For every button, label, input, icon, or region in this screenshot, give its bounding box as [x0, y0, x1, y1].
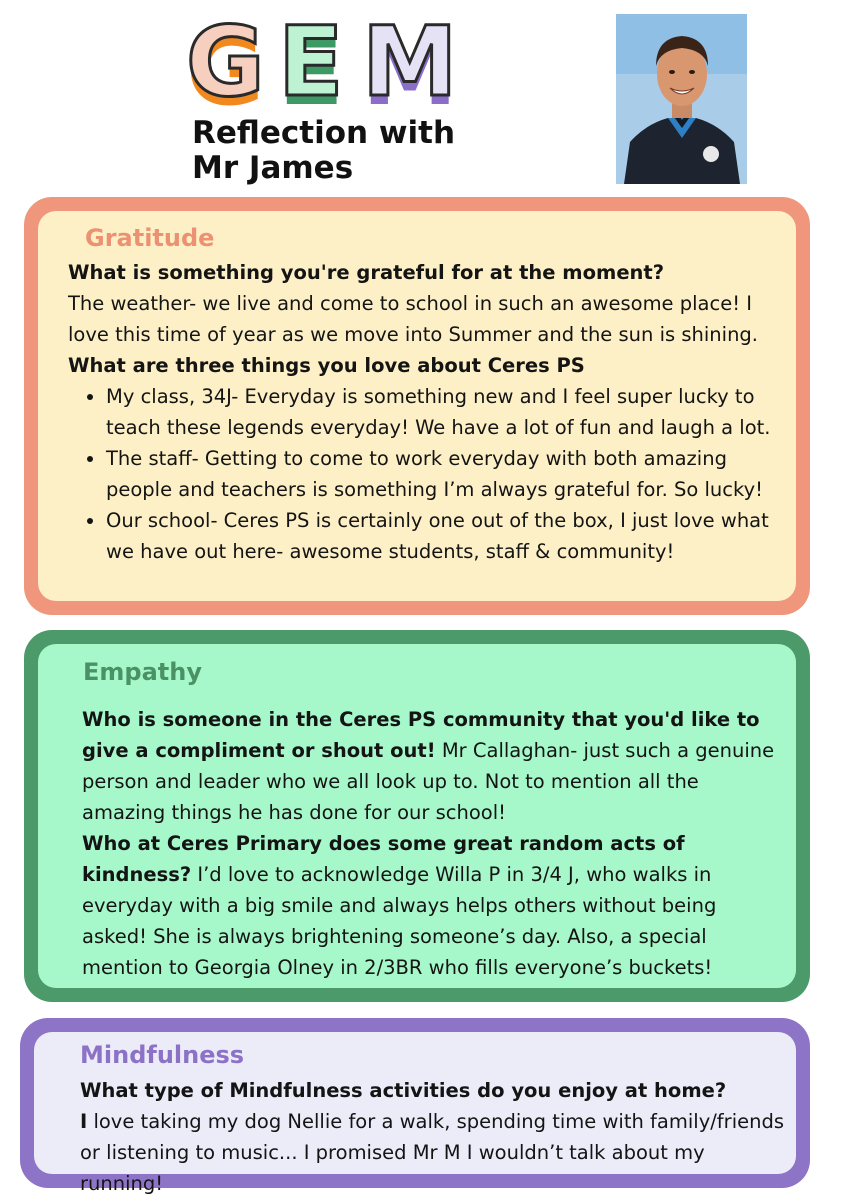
gratitude-list: [68, 381, 788, 567]
gratitude-answer-1: The weather- we live and come to school in such an awesome place! I love this time of year as we move into Summer and the sun is shining.: [68, 292, 759, 346]
empathy-paragraph-2: [82, 828, 782, 983]
portrait-photo: [616, 14, 747, 184]
gratitude-question-1: What is something you're grateful for at the moment?: [68, 261, 665, 284]
empathy-question-1: Who is someone in the Ceres PS community that you'd like to give a compliment or shout out!: [82, 708, 760, 762]
list-item: • The staff- Getting to come to work everyday with both amazing people and teachers is something I’m always grateful for. So lucky!: [106, 443, 788, 505]
page-title: [192, 116, 492, 186]
portrait-illustration: [616, 14, 747, 184]
logo-letter-g: G: [186, 6, 265, 118]
logo-letter-e: E: [278, 6, 344, 118]
gratitude-heading: Gratitude: [85, 224, 215, 252]
title-line-1: Reflection with: [192, 115, 456, 151]
mindfulness-answer-first-letter: I: [80, 1110, 88, 1133]
gem-logo: [186, 6, 458, 118]
gratitude-question-2: What are three things you love about Ceres PS: [68, 354, 585, 377]
title-line-2: Mr James: [192, 150, 354, 186]
empathy-paragraph-1: [82, 704, 782, 828]
empathy-question-2: Who at Ceres Primary does some great random acts of kindness?: [82, 832, 685, 886]
gratitude-content: [68, 257, 788, 567]
empathy-answer-2: I’d love to acknowledge Willa P in 3/4 J, who walks in everyday with a big smile and always helps others without being asked! She is always brightening someone’s day. Also, a special mention to Georgia Olney in 2/3BR who fills everyone’s buckets!: [82, 863, 717, 979]
empathy-content: [82, 704, 782, 983]
mindfulness-answer-text: love taking my dog Nellie for a walk, spending time with family/friends or listening to music... I promised Mr M I wouldn’t talk about my running!: [80, 1110, 785, 1195]
list-item: • My class, 34J- Everyday is something new and I feel super lucky to teach these legends everyday! We have a lot of fun and laugh a lot.: [106, 381, 788, 443]
list-item: • Our school- Ceres PS is certainly one out of the box, I just love what we have out here- awesome students, staff & community!: [106, 505, 788, 567]
mindfulness-content: [80, 1075, 790, 1199]
mindfulness-question-1: What type of Mindfulness activities do you enjoy at home?: [80, 1079, 727, 1102]
mindfulness-answer-1: [80, 1106, 790, 1199]
empathy-heading: Empathy: [83, 658, 202, 686]
logo-letter-m: M: [362, 6, 458, 118]
mindfulness-heading: Mindfulness: [80, 1041, 245, 1069]
empathy-answer-1: Mr Callaghan- just such a genuine person and leader who we all look up to. Not to mention all the amazing things he has done for our school!: [82, 739, 775, 824]
